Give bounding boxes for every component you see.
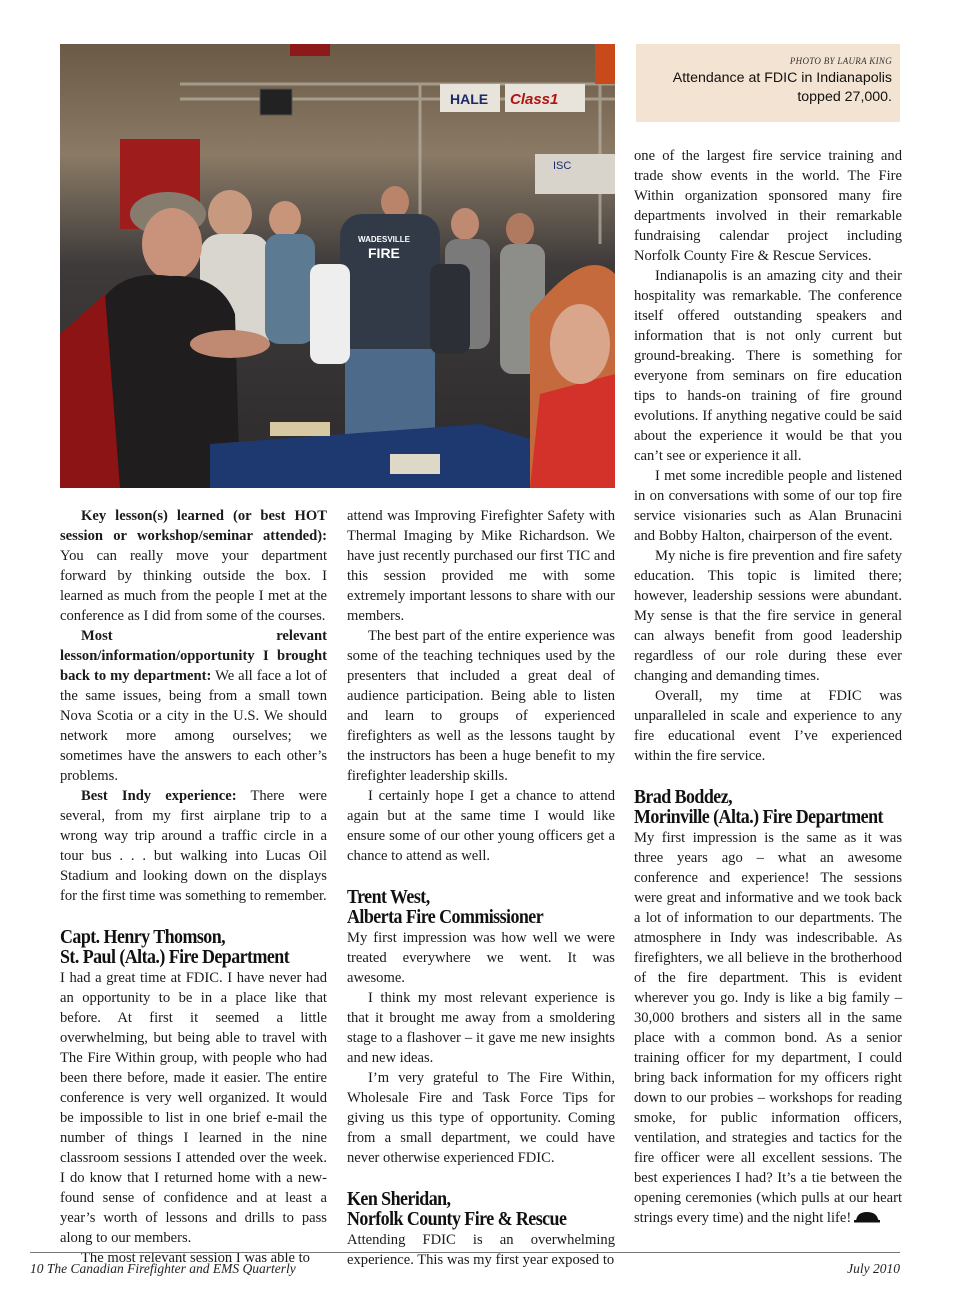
paragraph bbox=[60, 786, 327, 906]
section-heading-thomson bbox=[60, 928, 306, 968]
photo-caption bbox=[636, 44, 900, 122]
paragraph: Indianapolis is an amazing city and their hospitality was remarkable. The conference itself offered outstanding speakers and information that is not only current but ground-breaking. There is something for everyone from seminars on fire education tips to hands-on training of fire ground evolutions. If anything negative could be said about the experience it would be that you can’t see or experience it all. bbox=[634, 268, 902, 464]
paragraph: The most relevant session I was able to bbox=[81, 1250, 310, 1266]
paragraph: attend was Improving Firefighter Safety with Thermal Imaging by Mike Richardson. We have just recently purchased our first TIC and this session provided me with some extremely important lessons to share with our members. bbox=[347, 508, 615, 624]
paragraph bbox=[60, 626, 327, 786]
paragraph-text: My first impression is the same as it was three years ago – what an awesome conference and experience! The sessions were great and informative and we took back a lot of information to our departments. The atmosphere in Indy was indescribable. As firefighters, we all believe in the brotherhood of the fire department. This is evident wherever you go. Indy is like a big family – 30,000 brothers and sisters all in the same place with a common bond. As a senior training officer for my department, I could bring back information for my officers right down to our probies – workshops for reading smoke, for public information officers, ventilation, and strategies and tactics for the fire officer were all excellent sessions. The best experiences I had? It’s a tie between the opening ceremonies (which pulls at our heart strings every time) and the night life! bbox=[634, 830, 902, 1226]
fire-text: FIRE bbox=[368, 245, 400, 261]
heading-name: Ken Sheridan, bbox=[347, 1189, 451, 1210]
paragraph: My first impression was how well we were treated everywhere we went. It was awesome. bbox=[347, 930, 615, 986]
paragraph: The best part of the entire experience was some of the teaching techniques used by the presenters that included a great deal of audience participation. Being able to listen and learn to groups of experienced firefighters as well as the lessons taught by the instructors has been a huge benefit to my firefighter leadership skills. bbox=[347, 628, 615, 784]
heading-department: Morinville (Alta.) Fire Department bbox=[634, 807, 883, 828]
paragraph: Overall, my time at FDIC was unparalleled in scale and experience to any fire educational event I’ve experienced within the fire service. bbox=[634, 688, 902, 764]
paragraph: I certainly hope I get a chance to attend again but at the same time I would like ensure some of our other young officers get a chance to attend as well. bbox=[347, 788, 615, 864]
answer-text: We all face a lot of the same issues, being from a small town Nova Scotia or a city in the U.S. We should network more among ourselves; we sometimes have the answers to each other’s problems. bbox=[60, 668, 327, 784]
class1-sign: Class1 bbox=[510, 91, 559, 108]
question-label: Most relevant lesson/information/opportunity I brought back to my department: bbox=[60, 628, 327, 684]
paragraph: I had a great time at FDIC. I have never had an opportunity to be in a place like that before. At first it seemed a little overwhelming, but being able to travel with The Fire Within group, with people who had been there before, made it easier. The entire conference is very well organized. It would be impossible to list in one brief e-mail the number of things I learned in the nine classroom sessions I attended over the week. I do know that I returned home with a new-found sense of confidence and at least a year’s worth of lessons and drills to pass along to our members. bbox=[60, 970, 327, 1246]
photo-credit: PHOTO BY LAURA KING bbox=[789, 56, 892, 66]
wadesville-text: WADESVILLE bbox=[358, 235, 411, 244]
footer-page-info: 10 The Canadian Firefighter and EMS Quarterly bbox=[30, 1261, 296, 1276]
paragraph bbox=[634, 828, 902, 1228]
heading-department: St. Paul (Alta.) Fire Department bbox=[60, 947, 290, 968]
heading-department: Norfolk County Fire & Rescue bbox=[347, 1209, 567, 1230]
paragraph bbox=[60, 506, 327, 626]
hale-sign: HALE bbox=[450, 91, 489, 107]
question-label: Best Indy experience: bbox=[81, 788, 237, 804]
heading-department: Alberta Fire Commissioner bbox=[347, 907, 544, 928]
column-3 bbox=[634, 146, 902, 1228]
column-1 bbox=[60, 506, 327, 1268]
paragraph: I think my most relevant experience is that it brought me away from a smoldering stage to a flashover – it gave me new insights and new ideas. bbox=[347, 990, 615, 1066]
paragraph: one of the largest fire service training and trade show events in the world. The Fire Within organization sponsored many fire departments involved in their remarkable fundraising calendar project including Norfolk County Fire & Rescue Services. bbox=[634, 148, 902, 264]
footer-date: July 2010 bbox=[847, 1261, 900, 1276]
section-heading-west bbox=[347, 888, 594, 928]
answer-text: There were several, from my first airplane trip to a wrong way trip around a traffic circle in a tour bus . . . but walking into Lucas Oil Stadium and looking down on the displays for the first time was something to remember. bbox=[60, 788, 327, 904]
paragraph: Attending FDIC is an overwhelming experience. This was my first year exposed to bbox=[347, 1232, 615, 1268]
heading-name: Brad Boddez, bbox=[634, 787, 733, 808]
caption-text: Attendance at FDIC in Indianapolis topped 27,000. bbox=[672, 70, 892, 105]
footer-rule bbox=[30, 1252, 900, 1253]
heading-name: Trent West, bbox=[347, 887, 430, 908]
paragraph: I met some incredible people and listened in on conversations with some of our top fire service visionaries such as Alan Brunacini and Bobby Halton, chairperson of the event. bbox=[634, 468, 902, 544]
section-heading-boddez bbox=[634, 788, 881, 828]
fire-helmet-icon bbox=[854, 1210, 880, 1223]
answer-text: You can really move your department forward by thinking outside the box. I learned as much from the people I met at the conference as I did from some of the courses. bbox=[60, 548, 327, 624]
section-heading-sheridan bbox=[347, 1190, 594, 1230]
column-2 bbox=[347, 506, 615, 1270]
paragraph: I’m very grateful to The Fire Within, Wholesale Fire and Task Force Tips for giving us this type of opportunity. Coming from a small department, we could have never otherwise experienced FDIC. bbox=[347, 1070, 615, 1166]
paragraph: My niche is fire prevention and fire safety education. This topic is limited there; however, leadership sessions were abundant. My sense is that the fire service in general can always benefit from good leadership regardless of our role during these ever changing and demanding times. bbox=[634, 548, 902, 684]
question-label: Key lesson(s) learned (or best HOT session or workshop/seminar attended): bbox=[60, 508, 327, 544]
heading-name: Capt. Henry Thomson, bbox=[60, 927, 226, 948]
trade-show-photo bbox=[60, 44, 615, 488]
isc-sign: ISC bbox=[553, 160, 572, 172]
